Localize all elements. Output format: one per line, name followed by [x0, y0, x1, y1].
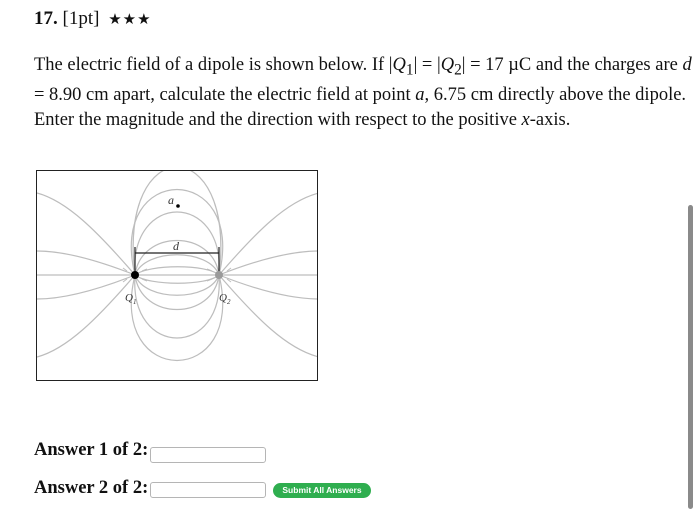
answer-label-2: Answer 2 of 2: [34, 478, 149, 499]
field-lines [37, 171, 318, 361]
charge-q2 [215, 271, 223, 279]
dipole-field-figure [36, 170, 318, 381]
point-a-label: a [168, 193, 174, 207]
question-number: 17. [34, 8, 58, 29]
answer-input-1[interactable] [150, 447, 266, 463]
difficulty-stars-icon: ★★★ [108, 10, 152, 28]
charge-q1 [131, 271, 139, 279]
answer-input-2[interactable] [150, 482, 266, 498]
question-header [34, 8, 152, 30]
distance-label: d [173, 239, 179, 253]
point-a-marker [176, 204, 180, 208]
question-points: [1pt] [62, 8, 100, 29]
vertical-scrollbar[interactable] [688, 205, 693, 509]
dipole-field-diagram [37, 171, 318, 381]
answer-row-1 [34, 440, 148, 461]
charge-q1-label: $Q_1$ [125, 292, 137, 306]
submit-all-answers-button[interactable]: Submit All Answers [273, 483, 371, 498]
charge-q2-label: $Q_2$ [219, 292, 231, 306]
problem-text: The electric field of a dipole is shown below. If $|Q_1| = |Q_2| = 17$ µC and the charges are d = 8.90 cm apart, calculate the electric field at point a, 6.75 cm directly above the dipole. Enter the magnitude and the direction with respect to the positive x-axis. [34, 55, 692, 130]
answer-row-2 [34, 478, 148, 499]
answer-label-1: Answer 1 of 2: [34, 440, 149, 461]
